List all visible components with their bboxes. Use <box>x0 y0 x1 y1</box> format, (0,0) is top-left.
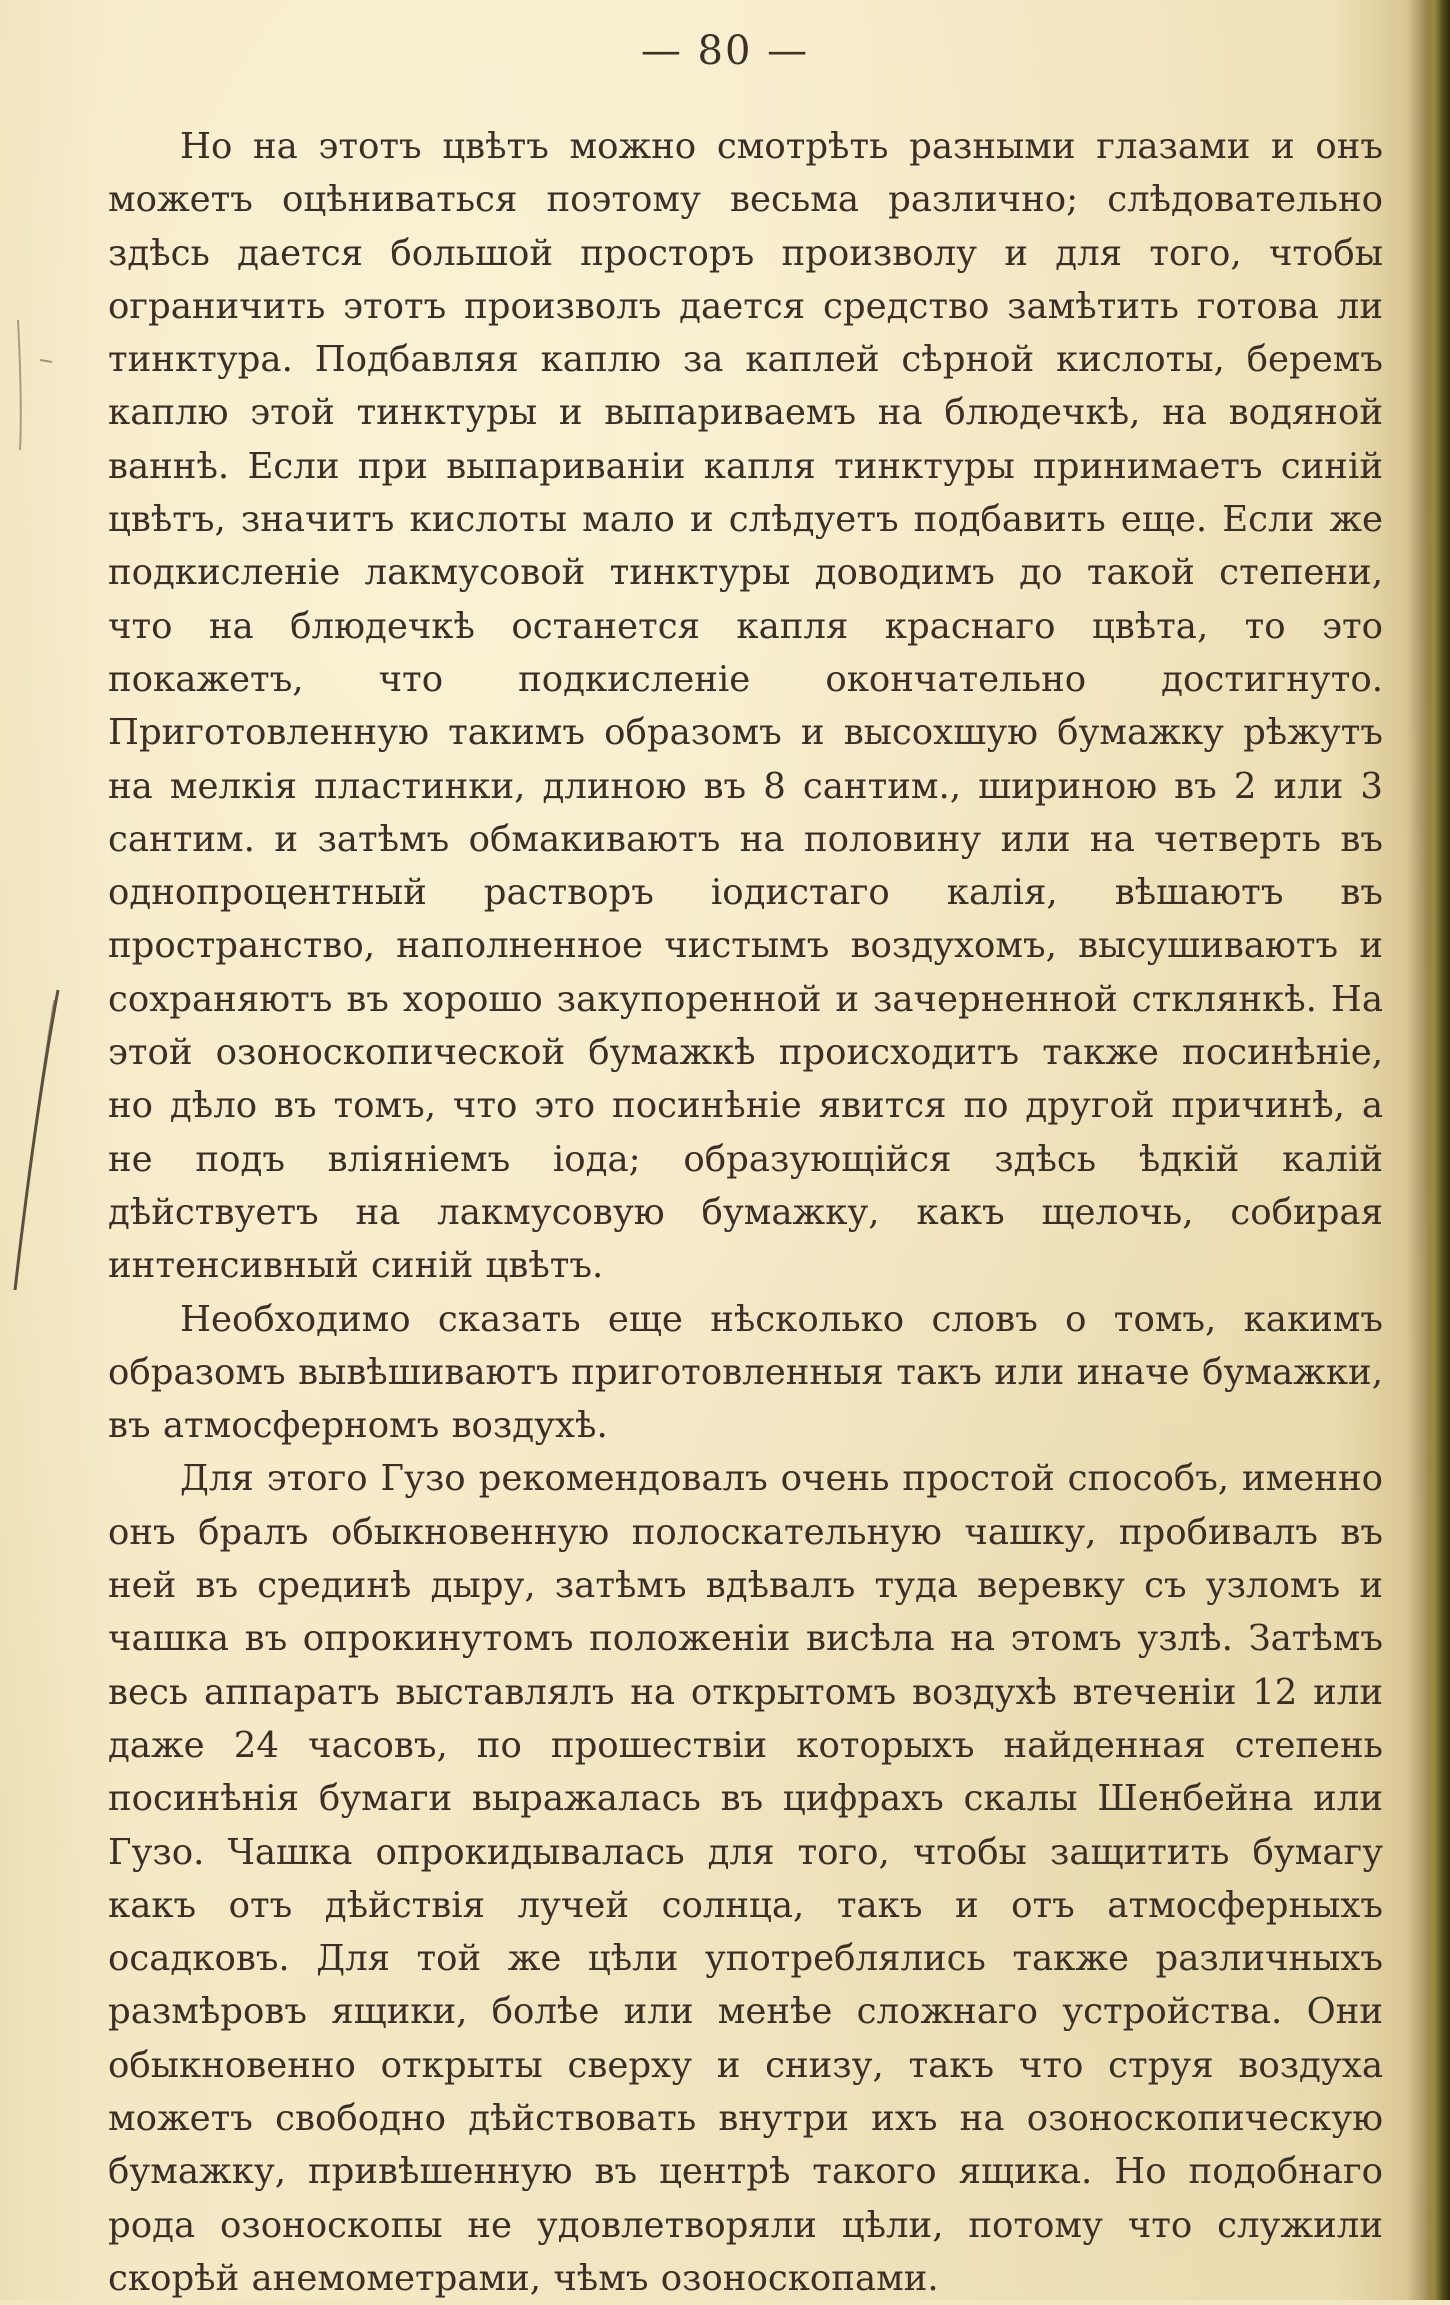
margin-slash-mark-secondary <box>28 1000 54 1180</box>
paragraph-gouzeau-method: Для этого Гузо рекомендовалъ очень простой способъ, именно онъ бралъ обыкновенную полоскательную чашку, пробивалъ въ ней въ срединѣ дыру, затѣмъ вдѣвалъ туда веревку съ узломъ и чашка въ опрокинутомъ положенiи висѣла на этомъ узлѣ. Затѣмъ весь аппаратъ выставлялъ на открытомъ воздухѣ втеченiи 12 или даже 24 часовъ, по прошествiи которыхъ найденная степень посинѣнiя бумаги выражалась въ цифрахъ скалы Шенбейна или Гузо. Чашка опрокидывалась для того, чтобы защитить бумагу какъ отъ дѣйствiя лучей солнца, такъ и отъ атмосферныхъ осадковъ. Для той же цѣли употреблялись также различныхъ размѣровъ ящики, болѣе или менѣе сложнаго устройства. Они обыкновенно открыты сверху и снизу, такъ что струя воздуха можетъ свободно дѣйствовать внутри ихъ на озоноскопическую бумажку, привѣшенную въ центрѣ такого ящика. Но подобнаго рода озоноскопы не удовлетворяли цѣли, потому что служили скорѣй анемометрами, чѣмъ озоноскопами. <box>108 1458 1383 2299</box>
paragraph-tincture-preparation: Но на этотъ цвѣтъ можно смотрѣть разными глазами и онъ можетъ оцѣниваться поэтому весьма различно; слѣдовательно здѣсь дается большой просторъ произволу и для того, чтобы ограничить этотъ произволъ дается средство замѣтить готова ли тинктура. Подбавляя каплю за каплей сѣрной кислоты, беремъ каплю этой тинктуры и выпариваемъ на блюдечкѣ, на водяной ваннѣ. Если при выпариванiи капля тинктуры принимаетъ синiй цвѣтъ, значитъ кислоты мало и слѣдуетъ подбавить еще. Если же подкисленiе лакмусовой тинктуры доводимъ до такой степени, что на блюдечкѣ останется капля краснаго цвѣта, то это покажетъ, что подкисленiе окончательно достигнуто. Приготовленную такимъ образомъ и высохшую бумажку рѣжутъ на мелкiя пластинки, длиною въ 8 сантим., шириною въ 2 или 3 сантим. и затѣмъ обмакиваютъ на половину или на четверть въ однопроцентный растворъ iодистаго калiя, вѣшаютъ въ пространство, наполненное чистымъ воздухомъ, высушиваютъ и сохраняютъ въ хорошо закупоренной и зачерненной стклянкѣ. На этой озоноскопической бумажкѣ происходитъ также посинѣнiе, но дѣло въ томъ, что это посинѣнiе явится по другой причинѣ, а не подъ влiянiемъ iода; образующiйся здѣсь ѣдкiй калiй дѣйствуетъ на лакмусовую бумажку, какъ щелочь, собирая интенсивный синiй цвѣтъ. <box>108 126 1383 1287</box>
margin-slash-mark <box>15 990 58 1290</box>
page-number: — 80 — <box>640 28 810 74</box>
margin-dash-mark <box>40 360 52 362</box>
margin-tick-mark <box>18 320 21 450</box>
page-body <box>108 120 1383 2305</box>
book-binding-edge <box>1424 0 1450 2300</box>
paragraph-hanging-papers: Необходимо сказать еще нѣсколько словъ о томъ, какимъ образомъ вывѣшиваютъ приготовленныя такъ или иначе бумажки, въ атмосферномъ воздухѣ. <box>108 1298 1383 1447</box>
margin-pencil-marks <box>0 300 80 1320</box>
